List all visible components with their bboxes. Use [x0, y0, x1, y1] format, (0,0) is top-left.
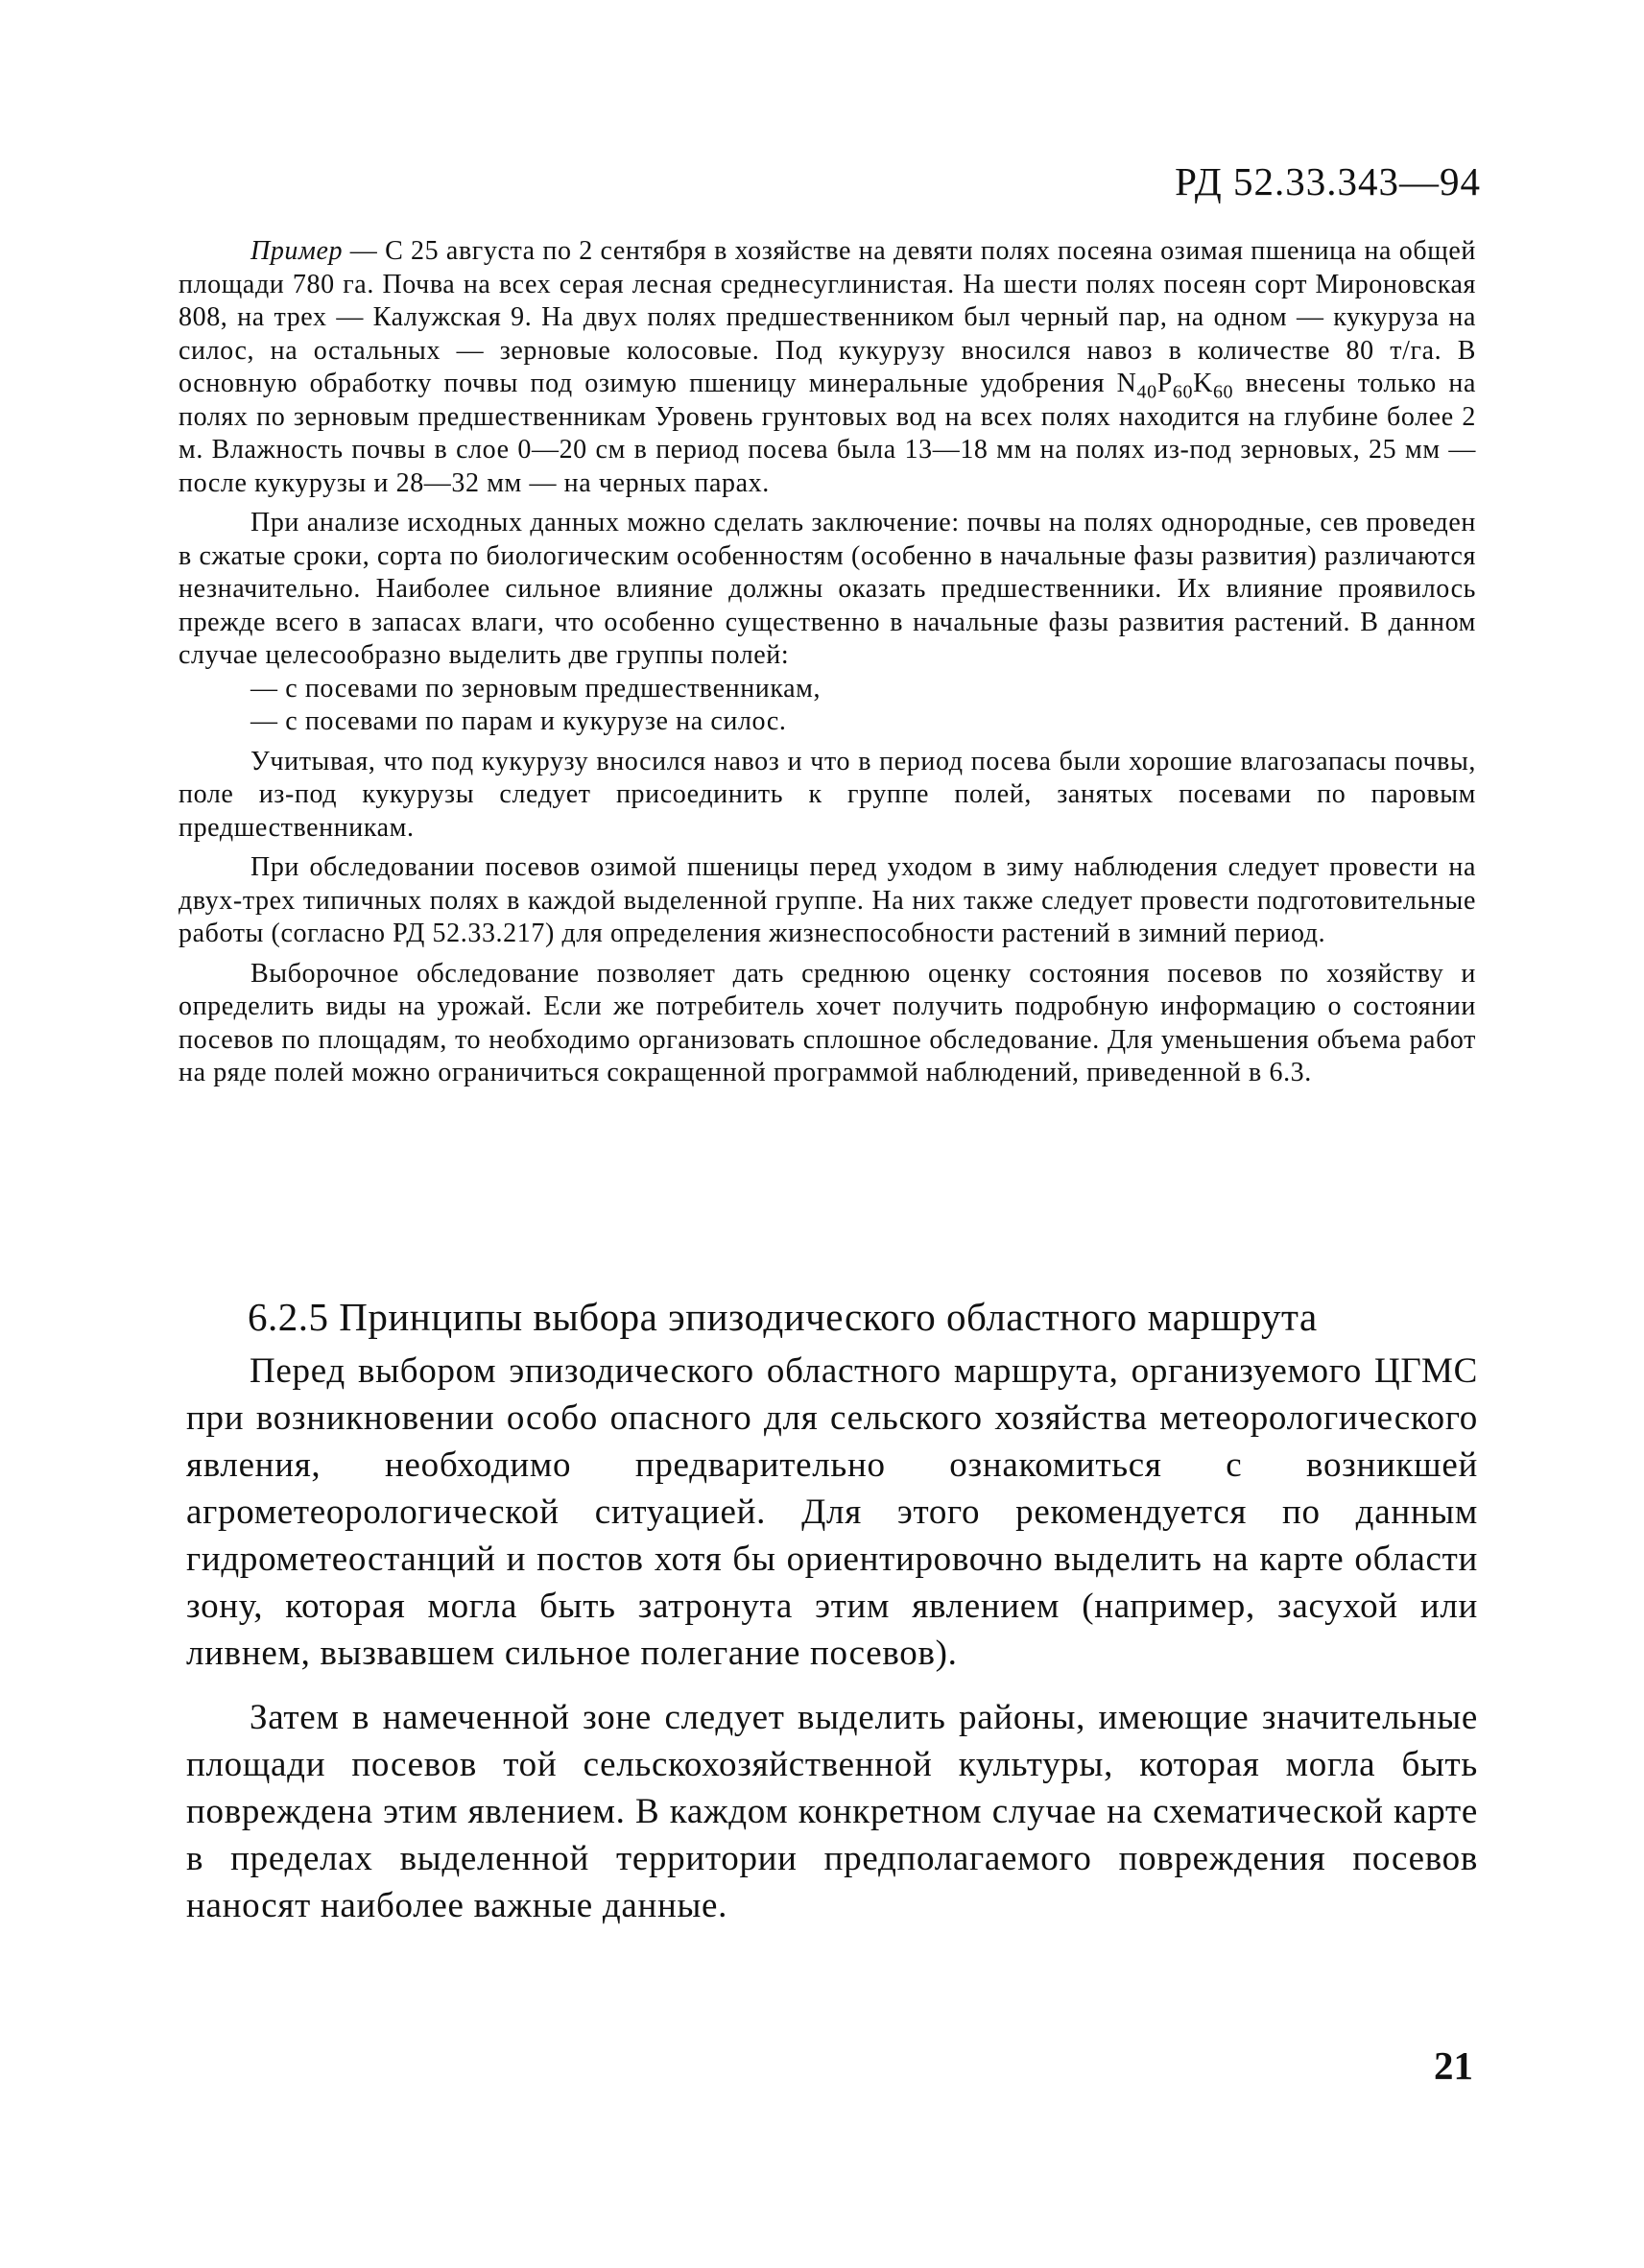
analysis-paragraph: При обследовании посевов озимой пшеницы перед уходом в зиму наблюдения следует провести на двух-трех типичных полях в каждой выделенной группе. На них также следует провести подготовительные работы (согласно РД 52.33.217) для определения жизнеспособности растений в зимний период.	[179, 852, 1476, 948]
example-block	[179, 235, 1476, 1090]
example-paragraph	[179, 235, 1476, 500]
phosphorus-subscript: 60	[1172, 381, 1194, 403]
analysis-list-item: — с посевами по зерновым предшественникам,	[250, 673, 822, 704]
section-body	[186, 1348, 1478, 1929]
example-text-part-2: внесены только на полях по зерновым предшественникам Уровень грунтовых вод на всех полях находится на глубине более 2 м. Влажность почвы в слое 0—20 см в период посева была 13—18 мм на полях из-под зерновых, 25 мм — после кукурузы и 28—32 мм — на черных парах.	[179, 369, 1476, 498]
section-heading: 6.2.5 Принципы выбора эпизодического областного маршрута	[248, 1295, 1318, 1339]
potassium-subscript: 60	[1212, 381, 1234, 403]
analysis-paragraph: Выборочное обследование позволяет дать среднюю оценку состояния посевов по хозяйству и определить виды на урожай. Если же потребитель хочет получить подробную информацию о состоянии посевов по площадям, то необходимо организовать сплошное обследование. Для уменьшения объема работ на ряде полей можно ограничиться сокращенной программой наблюдений, приведенной в 6.3.	[179, 958, 1476, 1087]
nitrogen-subscript: 40	[1136, 381, 1157, 403]
analysis-list-item: — с посевами по парам и кукурузе на силос.	[250, 706, 787, 736]
section-paragraph: Перед выбором эпизодического областного маршрута, организуемого ЦГМС при возникновении особо опасного для сельского хозяйства метеорологического явления, необходимо предварительно ознакомиться с возникшей агрометеорологической ситуацией. Для этого рекомендуется по данным гидрометеостанций и постов хотя бы ориентировочно выделить на карте области зону, которая могла быть затронута этим явлением (например, засухой или ливнем, вызвавшем сильное полегание посевов).	[186, 1351, 1478, 1673]
example-text-part-1: — С 25 августа по 2 сентября в хозяйстве на девяти полях посеяна озимая пшеница на общей площади 780 га. Почва на всех серая лесная среднесуглинистая. На шести полях посеян сорт Мироновская 808, на трех — Калужская 9. На двух полях предшественником был черный пар, на одном — кукуруза на силос, на остальных — зерновые колосовые. Под кукурузу вносился навоз в количестве 80 т/га. В основную обработку почвы под озимую пшеницу минеральные удобрения N	[179, 236, 1476, 398]
example-label: Пример	[250, 236, 344, 266]
analysis-paragraph: Учитывая, что под кукурузу вносился навоз и что в период посева были хорошие влагозапасы почвы, поле из-под кукурузы следует присоединить к группе полей, занятых посевами по паровым предшественникам.	[179, 746, 1476, 843]
analysis-paragraph: При анализе исходных данных можно сделать заключение: почвы на полях однородные, сев проведен в сжатые сроки, сорта по биологическим особенностям (особенно в начальные фазы развития) различаются незначительно. Наиболее сильное влияние должны оказать предшественники. Их влияние проявилось прежде всего в запасах влаги, что особенно существенно в начальные фазы развития растений. В данном случае целесообразно выделить две группы полей:	[179, 508, 1476, 670]
page-number: 21	[1434, 2043, 1473, 2088]
section-paragraph: Затем в намеченной зоне следует выделить районы, имеющие значительные площади посевов той сельскохозяйственной культуры, которая могла быть повреждена этим явлением. В каждом конкретном случае на схематической карте в пределах выделенной территории предполагаемого повреждения посевов наносят наиболее важные данные.	[186, 1698, 1478, 1925]
document-code: РД 52.33.343—94	[1175, 159, 1481, 203]
phosphorus-letter: P	[1156, 369, 1173, 398]
potassium-letter: K	[1193, 369, 1213, 398]
